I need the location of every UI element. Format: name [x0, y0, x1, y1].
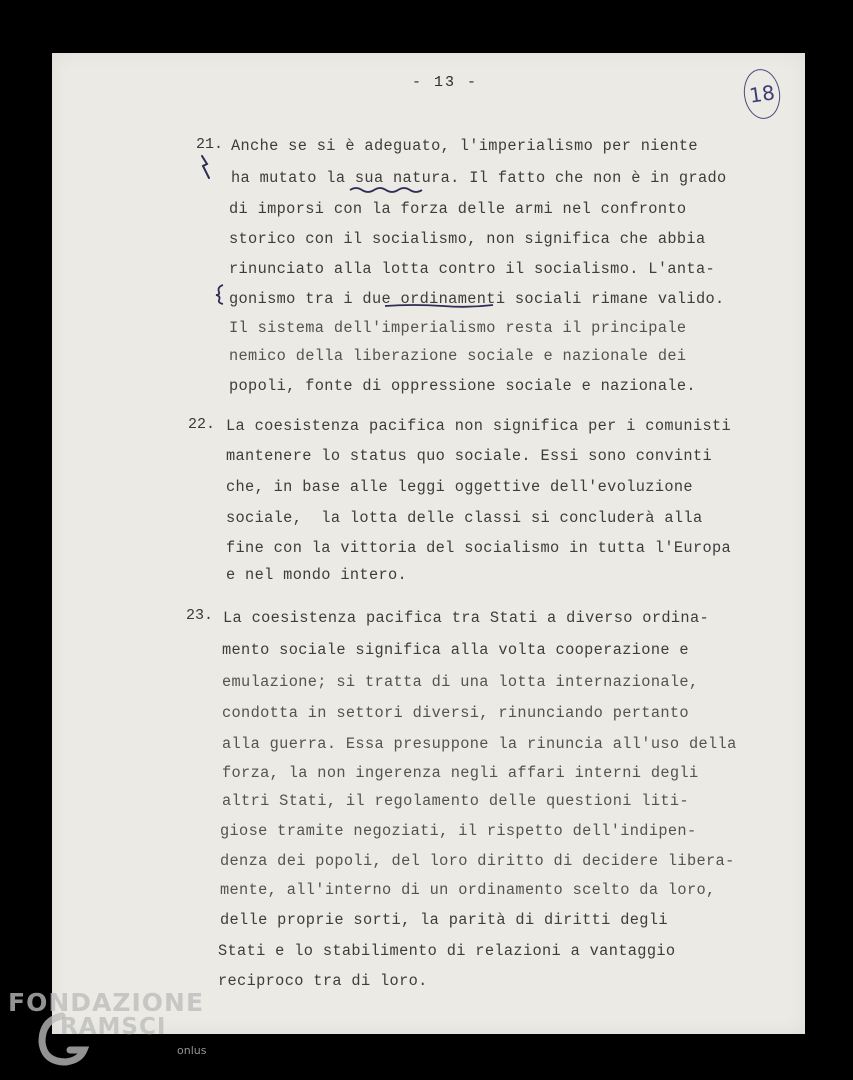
text-line: mente, all'interno di un ordinamento scelto da loro, — [220, 881, 716, 899]
text-line: giose tramite negoziati, il rispetto dell'indipen- — [220, 822, 697, 840]
archive-number-stamp: 18 — [741, 67, 784, 122]
text-line: condotta in settori diversi, rinunciando pertanto — [222, 704, 689, 722]
text-line: forza, la non ingerenza negli affari interni degli — [222, 764, 699, 782]
text-line: alla guerra. Essa presuppone la rinuncia all'uso della — [222, 735, 737, 753]
text-line: Il sistema dell'imperialismo resta il principale — [229, 319, 687, 337]
handwritten-mark-icon — [198, 154, 214, 180]
text-line: di imporsi con la forza delle armi nel confronto — [229, 200, 687, 218]
text-line: mento sociale significa alla volta cooperazione e — [222, 641, 689, 659]
text-line: popoli, fonte di oppressione sociale e nazionale. — [229, 377, 696, 395]
text-line: La coesistenza pacifica non significa per i comunisti — [226, 417, 732, 435]
handwritten-underline — [383, 302, 495, 312]
watermark-onlus: onlus — [177, 1044, 207, 1057]
text-line: delle proprie sorti, la parità di diritti degli — [220, 911, 668, 929]
text-line: La coesistenza pacifica tra Stati a diverso ordina- — [223, 609, 710, 627]
text-line: e nel mondo intero. — [226, 566, 408, 584]
text-line: reciproco tra di loro. — [218, 972, 428, 990]
text-line: sociale, la lotta delle classi si concluderà alla — [226, 509, 703, 527]
text-line: ha mutato la sua natura. Il fatto che non è in grado — [231, 169, 727, 187]
text-line: storico con il socialismo, non significa che abbia — [229, 230, 706, 248]
text-line: nemico della liberazione sociale e nazionale dei — [229, 347, 687, 365]
page-number: - 13 - — [412, 74, 479, 91]
text-line: Stati e lo stabilimento di relazioni a vantaggio — [218, 942, 676, 960]
paragraph-number: 21. — [196, 136, 224, 153]
text-line: gonismo tra i due ordinamenti sociali rimane valido. — [229, 290, 725, 308]
watermark-subtitle: RAMSCI — [60, 1014, 167, 1040]
handwritten-wavy-underline — [348, 185, 428, 195]
paragraph-number: 23. — [186, 607, 214, 624]
text-line: emulazione; si tratta di una lotta internazionale, — [222, 673, 699, 691]
handwritten-bracket-icon — [214, 283, 226, 305]
text-line: altri Stati, il regolamento delle questioni liti- — [222, 792, 689, 810]
text-line: mantenere lo status quo sociale. Essi sono convinti — [226, 447, 713, 465]
fondazione-gramsci-watermark — [4, 988, 224, 1068]
text-line: denza dei popoli, del loro diritto di decidere libera- — [220, 852, 735, 870]
watermark-title: FONDAZIONE — [8, 988, 205, 1017]
paragraph-number: 22. — [188, 416, 216, 433]
text-line: Anche se si è adeguato, l'imperialismo per niente — [231, 137, 698, 155]
text-line: che, in base alle leggi oggettive dell'evoluzione — [226, 478, 693, 496]
text-line: fine con la vittoria del socialismo in tutta l'Europa — [226, 539, 732, 557]
text-line: rinunciato alla lotta contro il socialismo. L'anta- — [229, 260, 716, 278]
